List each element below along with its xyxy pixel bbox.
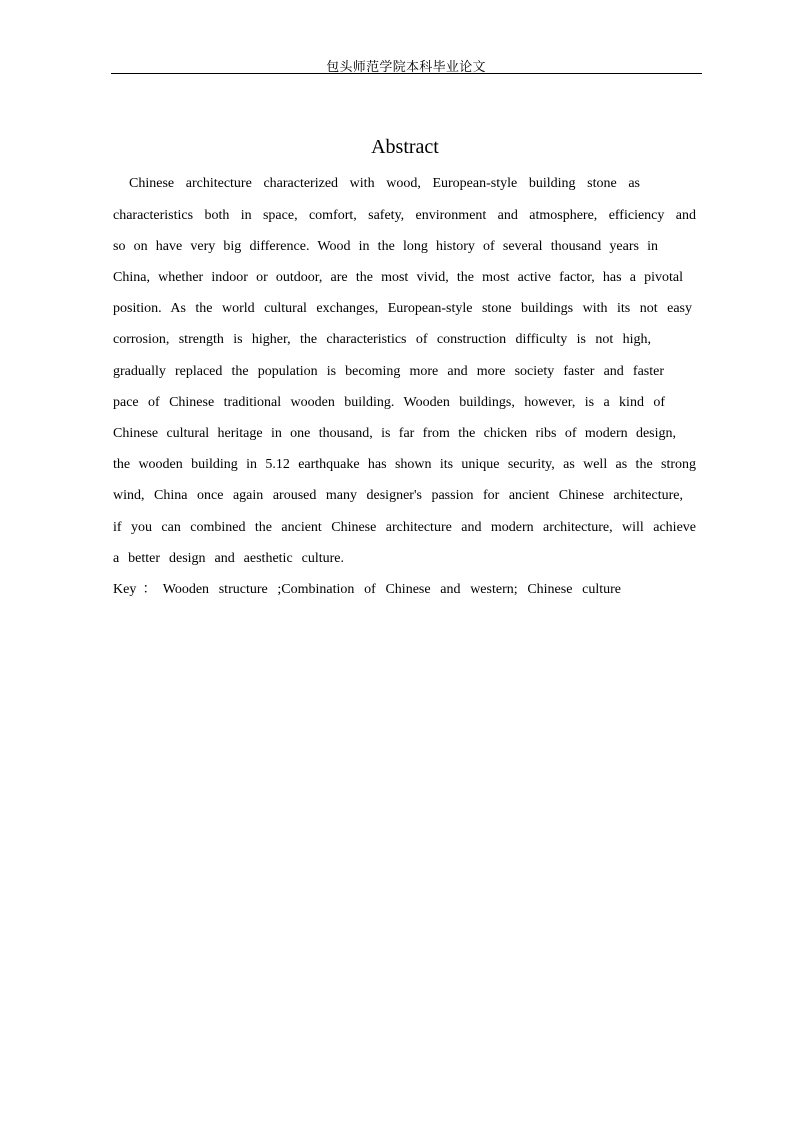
abstract-line: characteristics both in space, comfort, safety, environment and atmosphere, efficiency and xyxy=(113,208,696,223)
abstract-line: wind, China once again aroused many designer's passion for ancient Chinese architecture, xyxy=(113,488,683,503)
abstract-line: position. As the world cultural exchanges, European-style stone buildings with its not easy xyxy=(113,301,692,316)
abstract-line: corrosion, strength is higher, the characteristics of construction difficulty is not high, xyxy=(113,332,651,347)
header-text: 包头师范学院本科毕业论文 xyxy=(326,60,486,75)
header-rule xyxy=(111,73,702,74)
abstract-line: gradually replaced the population is becoming more and more society faster and faster xyxy=(113,364,664,379)
abstract-title: Abstract xyxy=(371,136,439,158)
abstract-line: China, whether indoor or outdoor, are the most vivid, the most active factor, has a pivotal xyxy=(113,270,683,285)
abstract-line: pace of Chinese traditional wooden building. Wooden buildings, however, is a kind of xyxy=(113,395,665,410)
abstract-line: the wooden building in 5.12 earthquake has shown its unique security, as well as the strong xyxy=(113,457,696,472)
abstract-line: if you can combined the ancient Chinese architecture and modern architecture, will achieve xyxy=(113,520,696,535)
abstract-line: so on have very big difference. Wood in the long history of several thousand years in xyxy=(113,239,658,254)
abstract-line: Chinese cultural heritage in one thousand, is far from the chicken ribs of modern design, xyxy=(113,426,676,441)
abstract-line: Chinese architecture characterized with wood, European-style building stone as xyxy=(129,176,640,191)
abstract-line: a better design and aesthetic culture. xyxy=(113,551,344,566)
keywords-line: Key：Wooden structure ;Combination of Chinese and western; Chinese culture xyxy=(113,582,621,597)
